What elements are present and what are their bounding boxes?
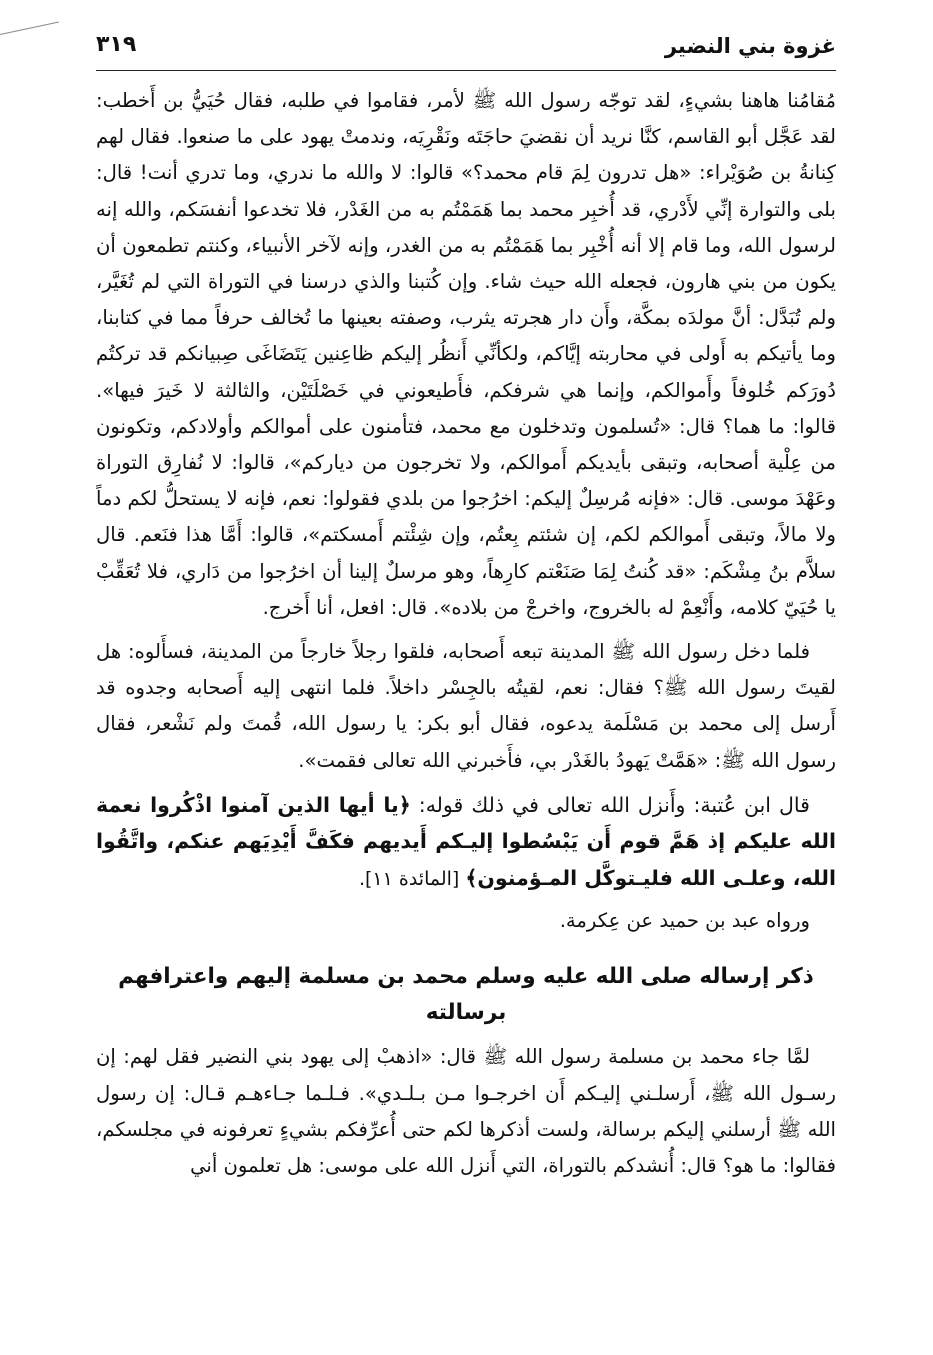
verse-intro: قال ابن عُتبة: وأَنزل الله تعالى في ذلك قوله: bbox=[410, 792, 810, 817]
verse-reference: [المائدة ١١]. bbox=[358, 867, 466, 890]
paragraph-2: فلما دخل رسول الله ﷺ المدينة تبعه أَصحابه، فلقوا رجلاً خارجاً من المدينة، فسأَلوه: هل لقيتَ رسول الله ﷺ؟ فقال: نعم، لقيتُه بالجِسْر داخلاً. فلما انتهى إليه أَصحابه وجدوه قد أَرسل إلى محمد بن مَسْلَمة يدعوه، فقال أبو بكر: يا رسول الله، قُمتَ ولم نَشْعر، فقال رسول الله ﷺ: «هَمَّتْ يَهودُ بالغَدْر بي، فأَخبرني الله تعالى فقمت». bbox=[96, 640, 836, 772]
running-title: غزوة بني النضير bbox=[664, 34, 836, 58]
quran-verse-block bbox=[96, 787, 836, 898]
running-header bbox=[96, 30, 836, 71]
page-number: ٣١٩ bbox=[96, 32, 137, 57]
scan-edge-mark bbox=[0, 22, 62, 49]
section-heading: ذكر إرساله صلى الله عليه وسلم محمد بن مسلمة إليهم واعترافهم برسالته bbox=[118, 964, 814, 1026]
book-page bbox=[96, 30, 836, 1350]
source-note: ورواه عبد بن حميد عن عِكرمة. bbox=[559, 909, 810, 933]
paragraph-1: مُقامُنا هاهنا بشيءٍ، لقد توجّه رسول الله ﷺ لأمر، فقاموا في طلبه، فقال حُيَيُّ بن أَخطب: لقد عَجَّل أبو القاسم، كنَّا نريد أن نقضيَ حاجَتَه ونَقْرِيَه، وندمتْ يهود على ما صنعوا. فقال لهم كِنانةُ بن صُوَيْراء: «هل تدرون لِمَ قام محمد؟» قالوا: لا والله ما ندري، وما تدري أنت! قال: بلى والتوارة إنِّي لأَدْري، قد أُخبِر محمد بما هَمَمْتُم به من الغَدْر، فلا تخدعوا أنفسَكم، والله إنه لرسول الله، وما قام إلا أنه أُخْبِر بما هَمَمْتُم به من الغدر، وإنه لآخر الأنبياء، وكنتم تطمعون أن يكون من بني هارون، فجعله الله حيث شاء. وإن كُتبنا والذي درسنا في التوراة التي لم تُغَيَّر، ولم تُبَدَّل: أنَّ مولدَه بمكَّة، وأَن دار هجرته يثرب، وصفته بعينها ما تُخالف حرفاً مما في كتابنا، وما يأتيكم به أَولى في محاربته إيَّاكم، ولكأنِّي أَنظُر إليكم ظاعِنين يَتَضَاغَى صِبيانكم قد تركتُم دُورَكم خُلوفاً وأَموالكم، وإنما هي شرفكم، فأَطيعوني في خَصْلَتَيْن، والثالثة لا خَيرَ فيها». قالوا: ما هما؟ قال: «تُسلمون وتدخلون مع محمد، فتأمنون على أموالكم وأولادكم، وتكونون من عِلْية أصحابه، وتبقى بأيديكم أَموالكم، ولا تخرجون من دياركم»، قالوا: لا نُفارِق التوراة وعَهْدَ موسى. قال: «فإنه مُرسِلٌ إليكم: اخرُجوا من بلدي فقولوا: نعم، فإنه لا يستحلُّ لكم دماً ولا مالاً، وتبقى أَموالكم لكم، إن شئتم بِعتُم، وإن شِئْتم أَمسكتم»، قالوا: أَمَّا هذا فنَعم. قال سلاَّم بنُ مِشْكَم: «قد كُنتُ لِمَا صَنَعْتم كارِهاً، وهو مرسلٌ إلينا أن اخرُجوا من دَاري، فلا تُعَقِّبْ يا حُيَيّ كلامه، وأَنْعِمْ له بالخروج، واخرجْ من بلاده». قال: افعل، أنا أَخرج. bbox=[96, 89, 836, 619]
verse-text: ﴿يا أيها الذين آمنوا اذْكُروا نعمة الله عليكم إذ هَمَّ قوم أَن يَبْسُطوا إليـكم أَيديهم فكَفَّ أَيْدِيَهم عنكم، واتَّقُوا الله، وعلـى الله فليـتوكَّل المـؤمنون﴾ bbox=[96, 792, 836, 890]
section-paragraph: لمَّا جاء محمد بن مسلمة رسول الله ﷺ قال: «اذهبْ إلى يهود بني النضير فقل لهم: إن رسـول الله ﷺ، أَرسلـني إليـكم أَن اخرجـوا مـن بـلـدي». فـلـما جـاءهـم قـال: إن رسول الله ﷺ أرسلني إليكم برسالة، ولست أذكرها لكم حتى أُعرِّفكم بشيءٍ تعرفونه في مجلسكم، فقالوا: ما هو؟ قال: أُنشدكم بالتوراة، التي أَنزل الله على موسى: هل تعلمون أني bbox=[96, 1045, 836, 1177]
